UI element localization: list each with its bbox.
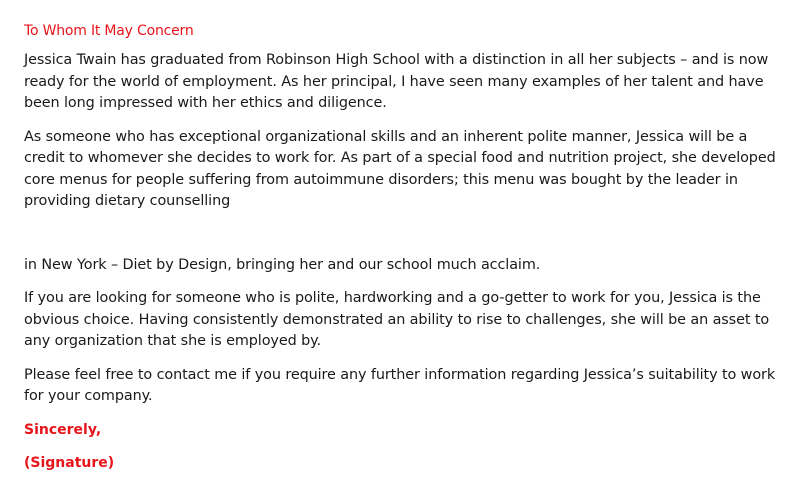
salutation: To Whom It May Concern	[24, 23, 194, 39]
closing: Sincerely,	[24, 421, 102, 438]
signature: (Signature)	[24, 454, 115, 471]
paragraph-recommendation: If you are looking for someone who is polite, hardworking and a go-getter to work for you, Jessica is the obvious choice. Having consistently demonstrated an ability to rise to challenges, she will be an asset to any organization that she is employed by.	[24, 290, 770, 349]
paragraph-contact: Please feel free to contact me if you require any further information regarding Jessica’s suitability to work for your company.	[24, 366, 776, 404]
reference-letter	[24, 20, 784, 486]
paragraph-skills-continued: in New York – Diet by Design, bringing her and our school much acclaim.	[24, 256, 541, 273]
paragraph-skills: As someone who has exceptional organizational skills and an inherent polite manner, Jessica will be a credit to whomever she decides to work for. As part of a special food and nutrition project, she developed core menus for people suffering from autoimmune disorders; this menu was bought by the leader in providing dietary counselling	[24, 128, 776, 209]
page-gap	[24, 213, 784, 255]
paragraph-graduation: Jessica Twain has graduated from Robinson High School with a distinction in all her subjects – and is now ready for the world of employment. As her principal, I have seen many examples of her talent and have been long impressed with her ethics and diligence.	[24, 52, 769, 111]
